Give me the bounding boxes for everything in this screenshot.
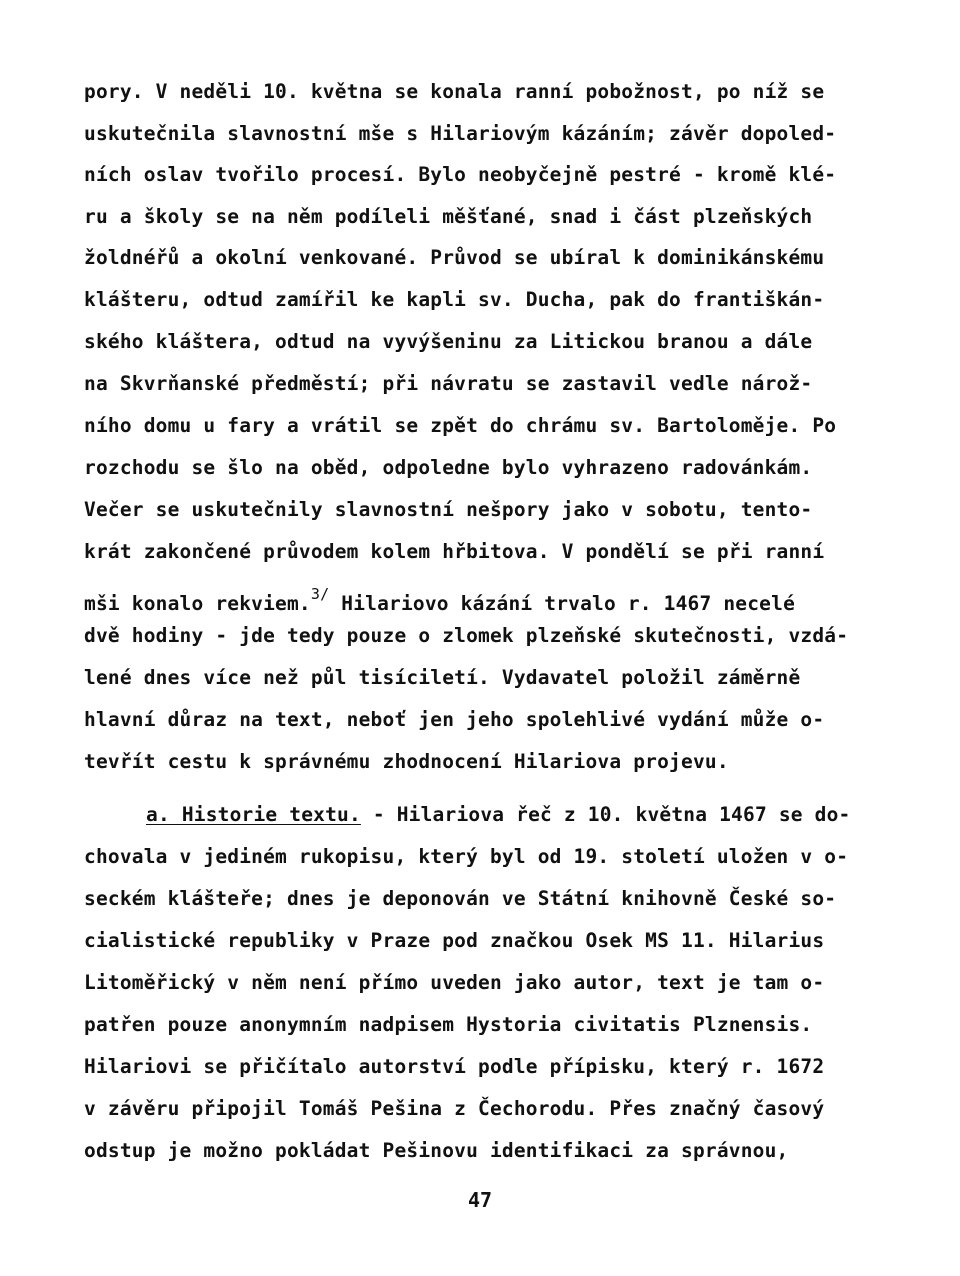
text-line: uskutečnila slavnostní mše s Hilariovým kázáním; závěr dopoled- — [84, 122, 837, 145]
text-line: na Skvrňanské předměstí; při návratu se zastavil vedle nárož- — [84, 372, 813, 395]
section-heading: a. Historie textu. — [146, 803, 361, 826]
text-line: chovala v jediném rukopisu, který byl od 19. století uložen v o- — [84, 845, 849, 868]
text-segment: - Hilariova řeč z 10. května 1467 se do- — [360, 803, 851, 826]
text-line: Litoměřický v něm není přímo uveden jako autor, text je tam o- — [84, 971, 825, 994]
text-line: ského kláštera, odtud na vyvýšeninu za Litickou branou a dále — [84, 330, 813, 353]
text-line: seckém klášteře; dnes je deponován ve Státní knihovně České so- — [84, 887, 837, 910]
text-line: hlavní důraz na text, neboť jen jeho spolehlivé vydání může o- — [84, 708, 825, 731]
text-segment: mši konalo rekviem. — [84, 592, 311, 615]
text-line: Hilariovi se přičítalo autorství podle přípisku, který r. 1672 — [84, 1055, 825, 1078]
text-line: lené dnes více než půl tisíciletí. Vydavatel položil záměrně — [84, 666, 801, 689]
text-line: dvě hodiny - jde tedy pouze o zlomek plzeňské skutečnosti, vzdá- — [84, 624, 849, 647]
section-heading-line — [84, 802, 884, 828]
text-line: patřen pouze anonymním nadpisem Hystoria civitatis Plznensis. — [84, 1013, 813, 1036]
text-line: tevřít cestu k správnému zhodnocení Hilariova projevu. — [84, 750, 729, 773]
text-line: odstup je možno pokládat Pešinovu identifikaci za správnou, — [84, 1139, 789, 1162]
page-number: 47 — [467, 1188, 493, 1212]
text-line: ních oslav tvořilo procesí. Bylo neobyčejně pestré - kromě klé- — [84, 163, 837, 186]
text-line: krát zakončené průvodem kolem hřbitova. V pondělí se při ranní — [84, 540, 825, 563]
text-line: v závěru připojil Tomáš Pešina z Čechorodu. Přes značný časový — [84, 1097, 825, 1120]
text-line: cialistické republiky v Praze pod značkou Osek MS 11. Hilarius — [84, 929, 825, 952]
text-line: Večer se uskutečnily slavnostní nešpory jako v sobotu, tento- — [84, 498, 813, 521]
text-line: klášteru, odtud zamířil ke kapli sv. Ducha, pak do františkán- — [84, 288, 825, 311]
text-line: pory. V neděli 10. května se konala ranní pobožnost, po níž se — [84, 80, 825, 103]
text-line: rozchodu se šlo na oběd, odpoledne bylo vyhrazeno radovánkám. — [84, 456, 813, 479]
text-line: ru a školy se na něm podíleli měšťané, snad i část plzeňských — [84, 205, 813, 228]
footnote-reference[interactable]: 3/ — [310, 585, 330, 603]
text-line: žoldnéřů a okolní venkované. Průvod se ubíral k dominikánskému — [84, 246, 825, 269]
text-line: ního domu u fary a vrátil se zpět do chrámu sv. Bartoloměje. Po — [84, 414, 837, 437]
text-segment: Hilariovo kázání trvalo r. 1467 necelé — [329, 592, 796, 615]
text-line-with-footnote — [84, 581, 884, 617]
